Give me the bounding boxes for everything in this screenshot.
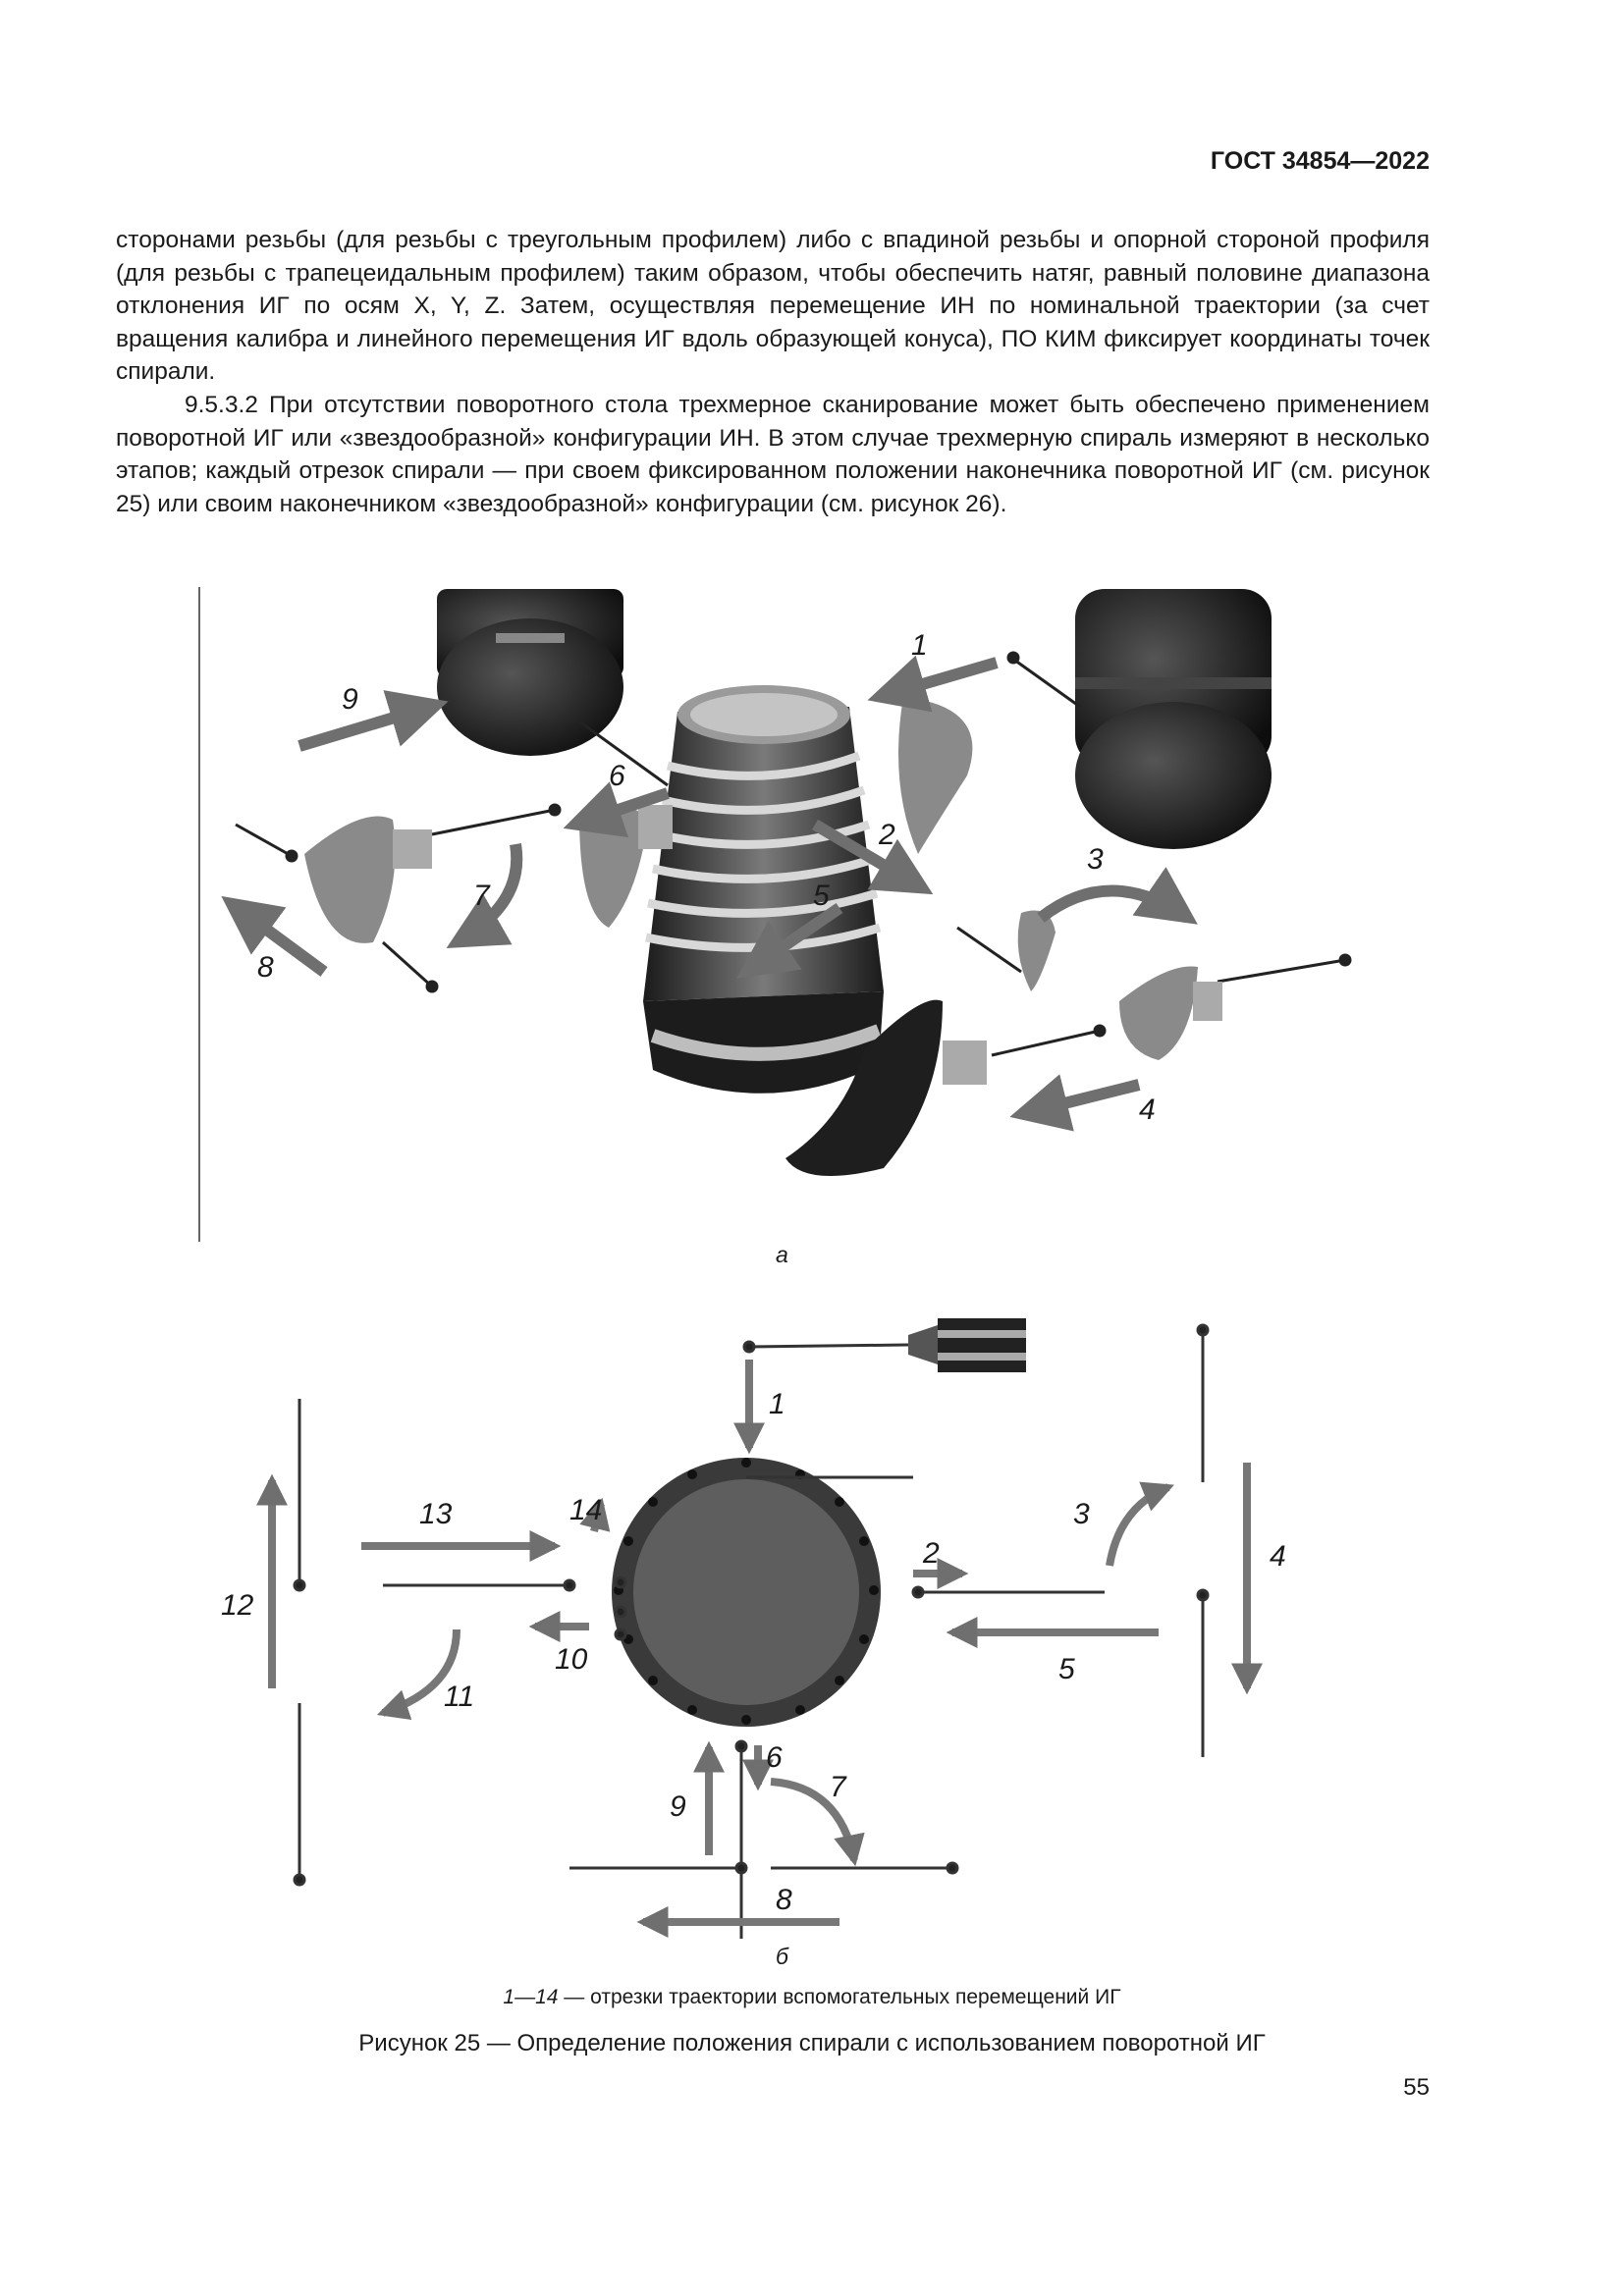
label-b-4: 4 xyxy=(1270,1540,1286,1573)
legend-range: 1—14 xyxy=(503,1986,559,2008)
figure-legend xyxy=(0,1986,1624,2009)
trajectory-arrows-b xyxy=(272,1360,1247,1922)
label-b-14: 14 xyxy=(569,1494,603,1526)
figure-a-sublabel: а xyxy=(776,1242,788,1267)
label-a-3: 3 xyxy=(1087,843,1104,876)
figure-b-sublabel: б xyxy=(776,1944,788,1969)
label-a-8: 8 xyxy=(257,951,274,984)
label-b-13: 13 xyxy=(419,1498,453,1530)
label-a-9: 9 xyxy=(342,683,358,716)
label-b-3: 3 xyxy=(1073,1498,1090,1530)
label-b-6: 6 xyxy=(766,1741,783,1774)
paragraph-9-5-3-2: 9.5.3.2 При отсутствии поворотного стола трехмерное сканирование может быть обеспечено применением поворотной ИГ или «звездообразной» конфигурации ИН. В этом случае трехмерную спираль измеряют в несколько этапов; каждый отрезок спирали — при своем фиксированном положении наконечника поворотной ИГ (см. рисунок 25) или своим наконечником «звездообразной» конфигурации (см. рисунок 26). xyxy=(116,391,1430,517)
label-a-1: 1 xyxy=(911,629,928,662)
label-b-2: 2 xyxy=(923,1537,940,1570)
probe-head-top-left xyxy=(437,589,623,756)
styli-top-view xyxy=(295,1325,1208,1939)
paragraph-continuation: сторонами резьбы (для резьбы с треугольным профилем) либо с впадиной резьбы и опорной стороной профиля (для резьбы с трапецеидальным профилем) таким образом, чтобы обеспечить натяг, равный половине диапазона отклонения ИГ по осям X, Y, Z. Затем, осуществляя перемещение ИН по номинальной траектории (за счет вращения калибра и линейного перемещения ИГ вдоль образующей конуса), ПО КИМ фиксирует координаты точек спирали. xyxy=(116,227,1430,386)
label-b-7: 7 xyxy=(830,1771,846,1803)
probe-head-top-right xyxy=(1075,589,1272,849)
legend-text: — отрезки траектории вспомогательных перемещений ИГ xyxy=(558,1986,1121,2008)
figure-b-labels xyxy=(221,1388,1286,1916)
label-a-6: 6 xyxy=(609,760,625,792)
probe-top-view xyxy=(908,1318,1026,1372)
label-b-1: 1 xyxy=(769,1388,785,1420)
label-b-8: 8 xyxy=(776,1884,792,1916)
threaded-gauge xyxy=(643,685,884,1094)
label-b-9: 9 xyxy=(670,1790,686,1823)
figure-caption: Рисунок 25 — Определение положения спирали с использованием поворотной ИГ xyxy=(358,2030,1266,2056)
label-b-5: 5 xyxy=(1058,1653,1075,1685)
label-a-4: 4 xyxy=(1139,1094,1156,1126)
label-a-7: 7 xyxy=(473,880,490,912)
label-a-2: 2 xyxy=(879,819,895,851)
label-b-10: 10 xyxy=(555,1643,588,1676)
label-b-11: 11 xyxy=(444,1681,475,1713)
label-a-5: 5 xyxy=(813,880,830,912)
label-b-12: 12 xyxy=(221,1589,254,1622)
gauge-top-view xyxy=(612,1458,881,1727)
document-header: ГОСТ 34854—2022 xyxy=(1210,147,1430,175)
page-number: 55 xyxy=(1403,2074,1430,2101)
